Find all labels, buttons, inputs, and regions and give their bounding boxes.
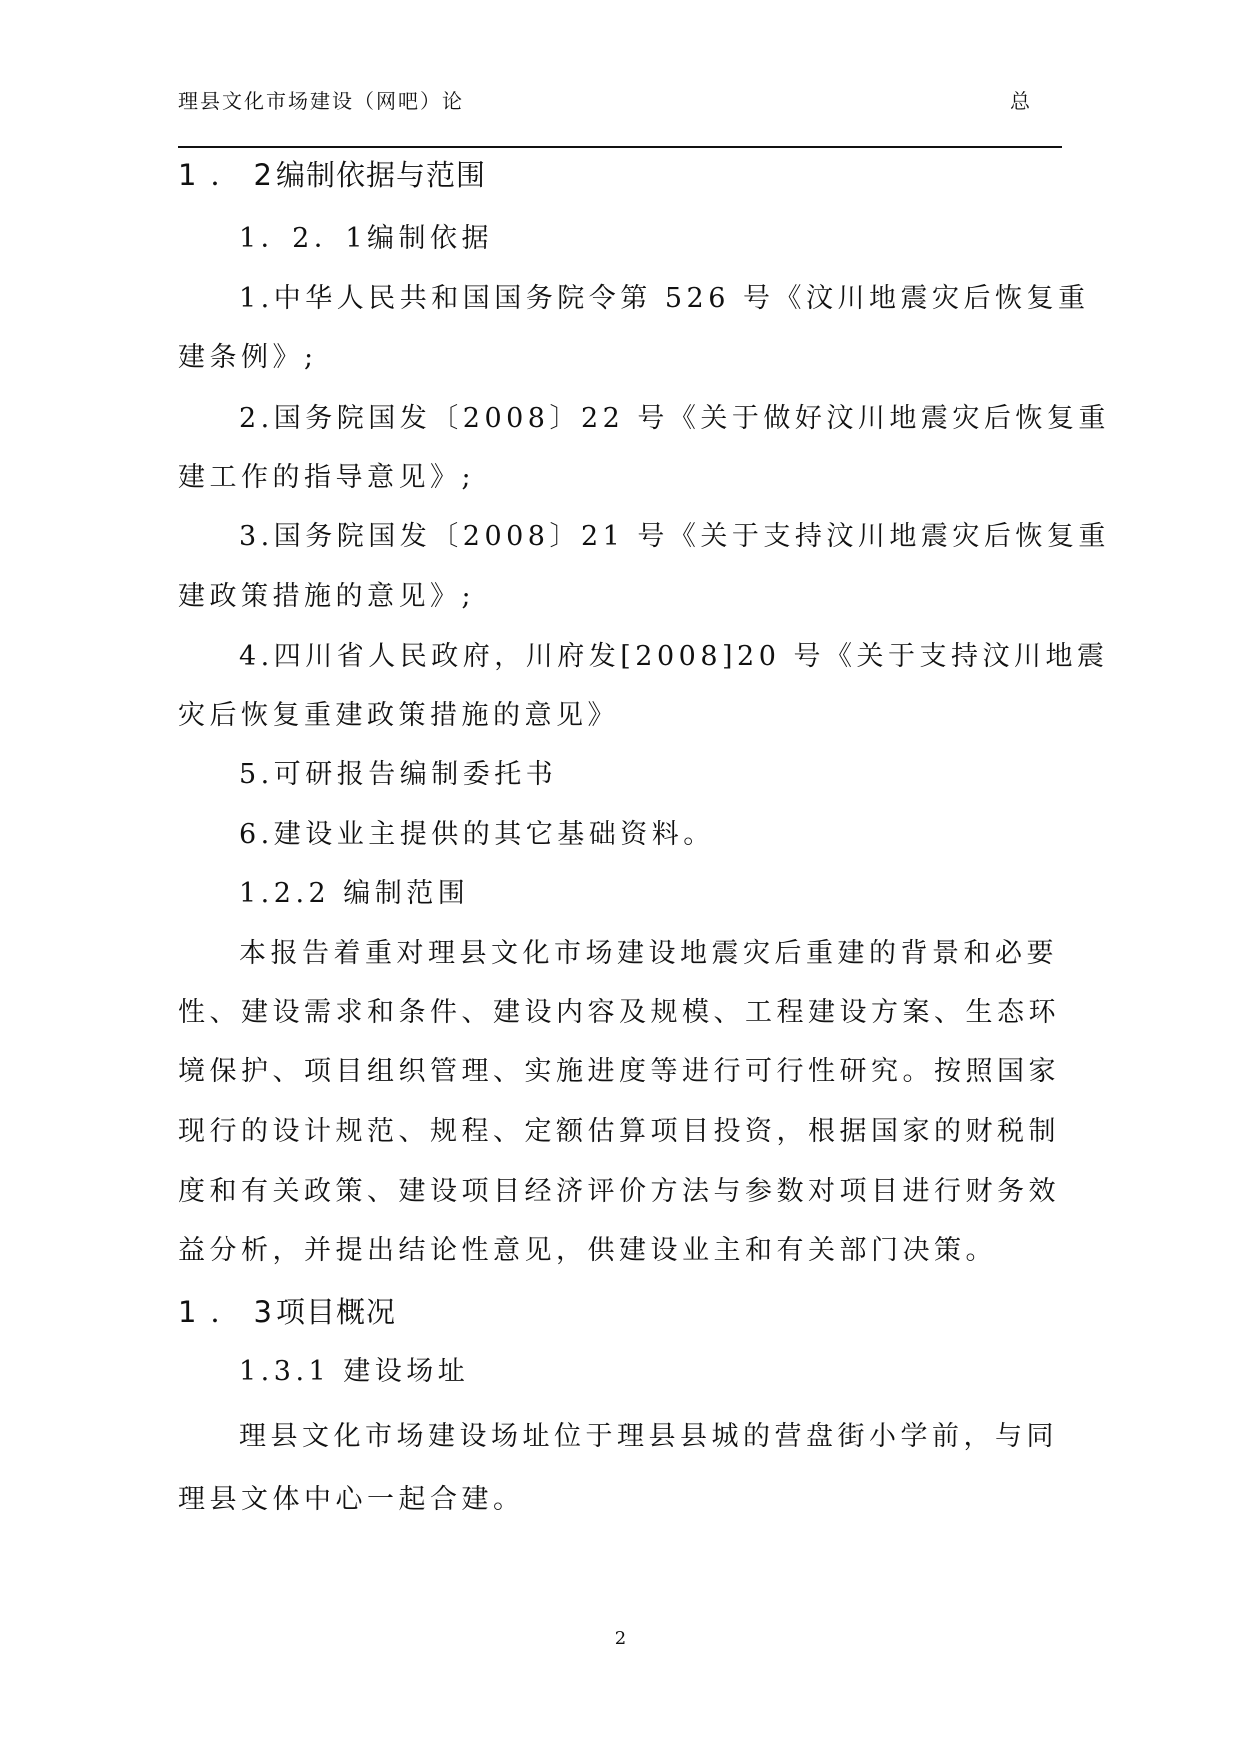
list-item-continuation: 建条例》;: [178, 342, 318, 373]
paragraph-line: 现行的设计规范、规程、定额估算项目投资，根据国家的财税制: [178, 1116, 1060, 1147]
list-item: 1.中华人民共和国国务院令第 526 号《汶川地震灾后恢复重: [239, 283, 1090, 314]
list-item-continuation: 灾后恢复重建政策措施的意见》: [178, 700, 619, 731]
list-item: 5.可研报告编制委托书: [239, 759, 558, 790]
section-title: 编制依据与范围: [276, 158, 487, 192]
section-heading-1-2: [178, 153, 486, 194]
paragraph-line: 理县文体中心一起合建。: [178, 1484, 525, 1515]
paragraph-line: 性、建设需求和条件、建设内容及规模、工程建设方案、生态环: [178, 997, 1060, 1028]
header-rule: [178, 146, 1062, 148]
section-heading-1-3: [178, 1290, 396, 1331]
subsection-heading-1-2-2: 1.2.2 编制范围: [239, 878, 470, 909]
section-number: 1．2: [178, 158, 286, 192]
list-item: 2.国务院国发〔2008〕22 号《关于做好汶川地震灾后恢复重: [239, 403, 1110, 434]
subsection-heading-1-3-1: 1.3.1 建设场址: [239, 1356, 470, 1387]
list-item: 3.国务院国发〔2008〕21 号《关于支持汶川地震灾后恢复重: [239, 521, 1110, 552]
list-item-continuation: 建工作的指导意见》;: [178, 462, 476, 493]
list-item-continuation: 建政策措施的意见》;: [178, 581, 476, 612]
paragraph-line: 境保护、项目组织管理、实施进度等进行可行性研究。按照国家: [178, 1056, 1060, 1087]
paragraph-line: 理县文化市场建设场址位于理县县城的营盘街小学前，与同: [239, 1421, 1058, 1452]
page-header: [178, 88, 1062, 148]
paragraph-line: 益分析，并提出结论性意见，供建设业主和有关部门决策。: [178, 1235, 997, 1266]
header-chapter: 总: [1010, 89, 1032, 113]
section-title: 项目概况: [276, 1295, 397, 1329]
header-title: 理县文化市场建设（网吧）论: [178, 89, 464, 113]
paragraph-line: 度和有关政策、建设项目经济评价方法与参数对项目进行财务效: [178, 1176, 1060, 1207]
section-number: 1．3: [178, 1295, 286, 1329]
subsection-heading-1-2-1: 1．2．1编制依据: [239, 223, 494, 254]
page-number: 2: [614, 1628, 627, 1649]
list-item: 6.建设业主提供的其它基础资料。: [239, 819, 715, 850]
paragraph-line: 本报告着重对理县文化市场建设地震灾后重建的背景和必要: [239, 938, 1058, 969]
list-item: 4.四川省人民政府，川府发[2008]20 号《关于支持汶川地震: [239, 641, 1109, 672]
